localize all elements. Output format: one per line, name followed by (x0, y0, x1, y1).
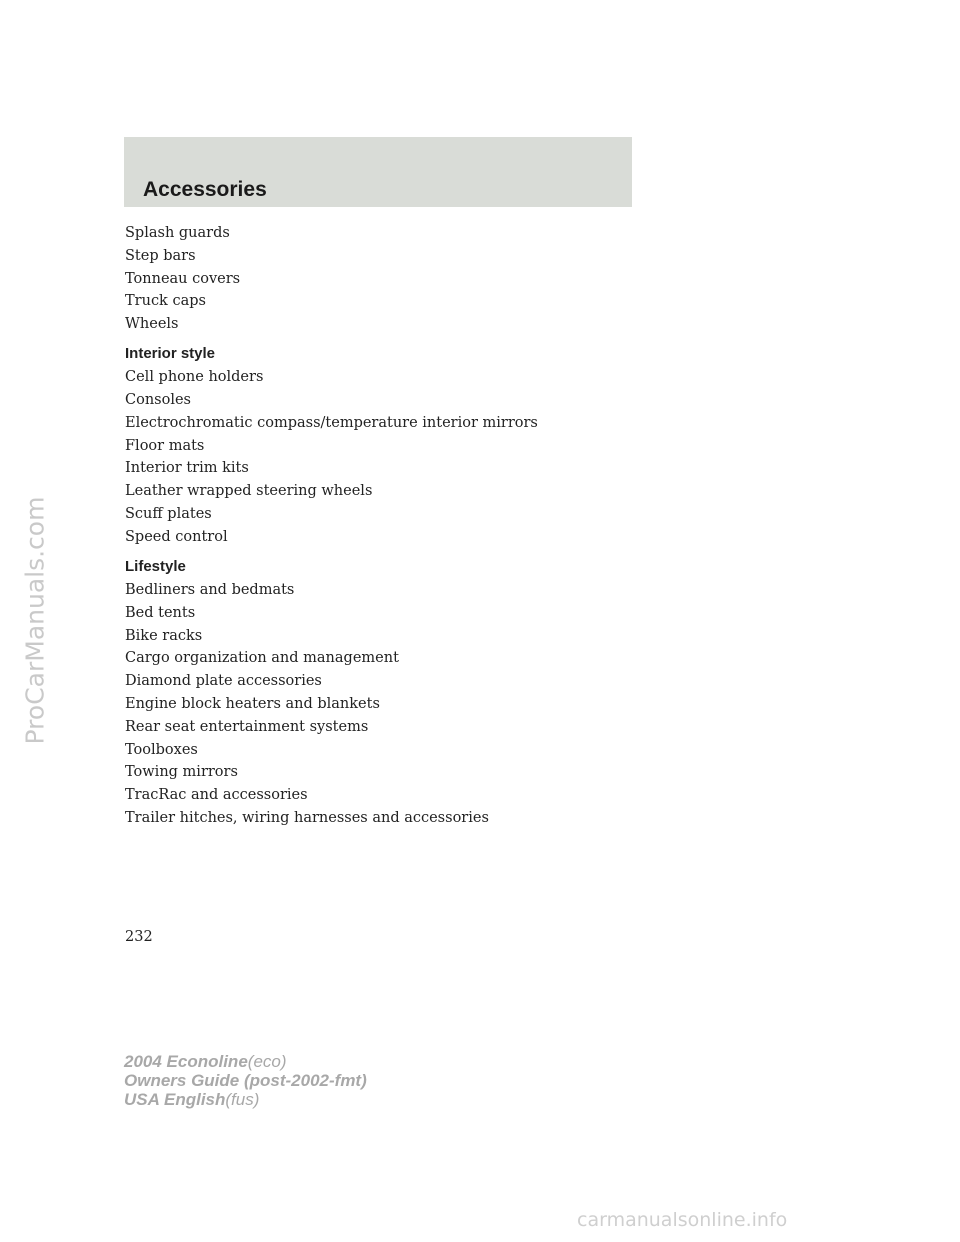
list-item: Leather wrapped steering wheels (125, 483, 373, 500)
footer-language: USA English (124, 1090, 226, 1109)
list-item: Cell phone holders (125, 369, 264, 386)
footer-line-guide (124, 1071, 367, 1090)
section-header (124, 137, 632, 207)
list-item: Tonneau covers (125, 270, 241, 287)
list-item: Diamond plate accessories (125, 673, 322, 690)
list-item: Bike racks (125, 627, 203, 644)
list-section-lifestyle (125, 556, 625, 830)
list-item: Bed tents (125, 604, 196, 621)
footer-language-code: (fus) (225, 1090, 260, 1109)
list-item: Trailer hitches, wiring harnesses and accessories (125, 809, 489, 826)
list-section-exterior (125, 222, 625, 336)
list-item: Cargo organization and management (125, 650, 399, 667)
list-item: Rear seat entertainment systems (125, 718, 369, 735)
section-heading: Lifestyle (125, 558, 186, 576)
side-watermark-text: ProCarManuals.com (20, 496, 50, 744)
list-item: Step bars (125, 247, 196, 264)
bottom-watermark: carmanualsonline.info (577, 1209, 788, 1231)
document-footer (124, 1052, 367, 1109)
list-item: Speed control (125, 528, 228, 545)
footer-line-model (124, 1052, 367, 1071)
list-item: Electrochromatic compass/temperature interior mirrors (125, 414, 538, 431)
list-item: Splash guards (125, 225, 230, 241)
footer-model-code: (eco) (247, 1052, 287, 1071)
page-number: 232 (125, 929, 153, 945)
section-heading: Interior style (125, 345, 216, 363)
list-item: Consoles (125, 392, 191, 409)
list-item: Scuff plates (125, 506, 212, 523)
list-item: Wheels (125, 316, 179, 333)
list-item: Engine block heaters and blankets (125, 695, 380, 712)
list-item: Toolboxes (125, 741, 198, 758)
side-watermark (10, 290, 60, 950)
footer-model: 2004 Econoline (124, 1052, 248, 1071)
list-section-interior-style (125, 343, 625, 548)
accessory-list (125, 222, 625, 830)
footer-guide: Owners Guide (post-2002-fmt) (124, 1071, 367, 1090)
list-item: Floor mats (125, 437, 205, 454)
section-title: Accessories (143, 178, 267, 201)
list-item: Bedliners and bedmats (125, 581, 295, 598)
list-item: TracRac and accessories (125, 787, 308, 804)
list-item: Truck caps (125, 293, 206, 310)
footer-line-language (124, 1090, 367, 1109)
list-item: Interior trim kits (125, 460, 249, 477)
list-item: Towing mirrors (125, 764, 238, 781)
